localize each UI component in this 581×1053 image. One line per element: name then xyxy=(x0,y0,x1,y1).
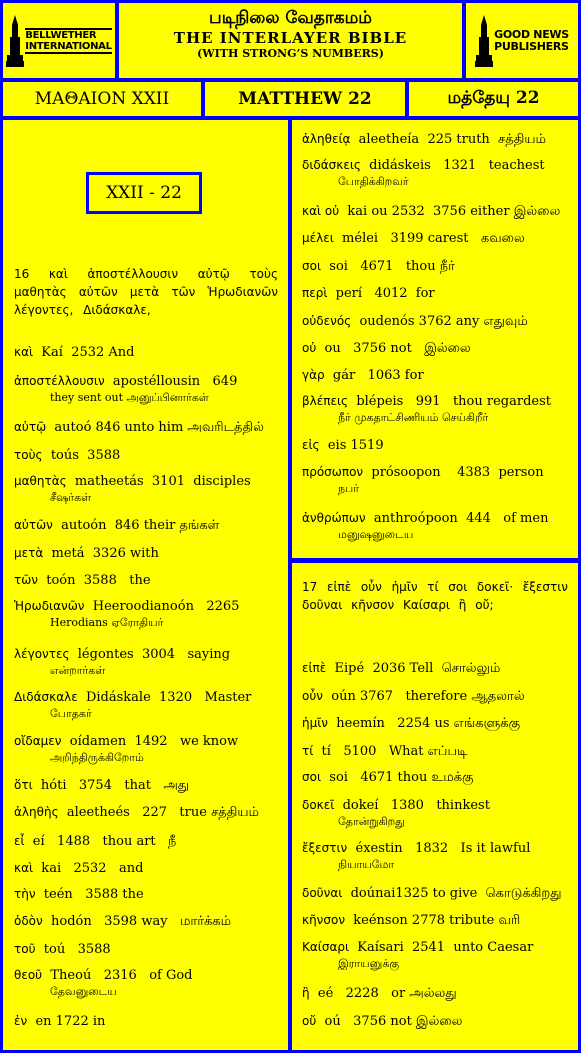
word-entry xyxy=(302,985,568,1002)
greek-word: σοι xyxy=(302,770,322,784)
verse-16-text: 16 καὶ ἀποστέλλουσιν αὐτῷ τοὺς μαθητὰς αὐτῶν μετὰ τῶν Ἡρωδιανῶν λέγοντες, Διδάσκαλε, xyxy=(14,267,278,317)
greek-word: οὐδενός xyxy=(302,314,352,328)
word-entry xyxy=(302,437,568,454)
greek-word: κῆνσον xyxy=(302,913,346,927)
greek-word: ἀποστέλλουσιν xyxy=(14,374,105,388)
ref-english: MATTHEW 22 xyxy=(238,89,372,109)
greek-word: καὶ xyxy=(14,345,34,359)
greek-word: ἀληθὴς xyxy=(14,805,59,819)
word-gloss: aleetheés 227 true சத்தியம் xyxy=(58,805,259,820)
word-tamil-gloss: அறிந்திருக்கிறோம் xyxy=(50,751,144,764)
word-gloss: tí 5100 What எப்படி xyxy=(313,744,468,759)
word-gloss: toón 3588 the xyxy=(37,573,151,588)
word-entry xyxy=(14,517,278,534)
word-gloss: Eipé 2036 Tell சொல்லும் xyxy=(326,661,501,676)
title-english: THE INTERLAYER BIBLE xyxy=(173,29,408,47)
word-tamil-gloss: இராயனுக்கு xyxy=(338,957,400,970)
word-entry xyxy=(302,939,568,972)
word-entry xyxy=(14,689,278,722)
greek-word: Καίσαρι xyxy=(302,940,350,954)
greek-word: οἴδαμεν xyxy=(14,734,62,748)
goodnews-logo-box xyxy=(466,3,578,78)
word-gloss: doúnai1325 to give கொடுக்கிறது xyxy=(342,886,562,901)
word-tamil-gloss: நீர் முகதாட்சிணியம் செய்கிறீர் xyxy=(338,411,489,424)
word-entry xyxy=(14,419,278,436)
word-tamil-gloss: நியாயமோ xyxy=(338,858,395,871)
ref-english-box xyxy=(205,82,405,116)
word-entry xyxy=(14,733,278,766)
word-entry xyxy=(14,473,278,506)
greek-word: ἢ xyxy=(302,986,310,1000)
greek-word: καὶ xyxy=(14,861,34,875)
word-entry xyxy=(302,203,568,220)
word-entry xyxy=(302,230,568,247)
greek-word: Ἡρωδιανῶν xyxy=(14,599,85,613)
word-gloss: anthroópoon 444 of men xyxy=(365,511,549,526)
word-gloss: Kaí 2532 And xyxy=(33,345,135,360)
bellwether-logo xyxy=(6,15,111,67)
word-entry xyxy=(14,860,278,877)
word-entry xyxy=(14,646,278,679)
greek-word: τοὺς xyxy=(14,448,43,462)
bellwether-logo-line2: INTERNATIONAL xyxy=(25,40,112,52)
word-entry xyxy=(302,464,568,497)
greek-word: καὶ οὐ xyxy=(302,204,340,218)
word-gloss: eis 1519 xyxy=(319,438,384,453)
word-gloss: en 1722 in xyxy=(27,1014,106,1029)
word-entry xyxy=(14,967,278,1000)
word-entry xyxy=(302,285,568,302)
word-entry xyxy=(302,131,568,148)
greek-word: περὶ xyxy=(302,286,328,300)
greek-word: δοκεῖ xyxy=(302,798,335,812)
word-entry xyxy=(302,743,568,760)
word-gloss: kai 2532 and xyxy=(33,861,144,876)
word-entry xyxy=(302,258,568,275)
ref-tamil: மத்தேயு 22 xyxy=(447,88,540,108)
word-entry xyxy=(302,340,568,357)
word-tamil-gloss: என்றார்கள் xyxy=(50,664,106,677)
word-entry xyxy=(302,797,568,830)
word-entry xyxy=(14,833,278,850)
word-gloss: oú 3756 not இல்லை xyxy=(316,1014,463,1029)
word-gloss: légontes 3004 saying xyxy=(69,647,231,662)
word-gloss: perí 4012 for xyxy=(327,286,435,301)
word-gloss: apostéllousin 649 xyxy=(104,374,238,389)
goodnews-logo-line2: PUBLISHERS xyxy=(494,39,569,53)
word-tamil-gloss: போதகர் xyxy=(50,707,92,720)
word-gloss: toús 3588 xyxy=(42,448,121,463)
word-entry xyxy=(302,367,568,384)
word-entry xyxy=(14,941,278,958)
greek-word: ὅτι xyxy=(14,778,33,792)
greek-word: τί xyxy=(302,744,314,758)
word-gloss: prósoopon 4383 person xyxy=(363,465,544,480)
word-tamil-gloss: Herodians ஏரோதியர் xyxy=(50,616,164,629)
title-box xyxy=(119,3,462,78)
word-tamil-gloss: போதிக்கிறவர் xyxy=(338,175,409,188)
word-gloss: eé 2228 or அல்லது xyxy=(309,986,457,1001)
goodnews-logo xyxy=(475,15,569,67)
greek-word: οὖν xyxy=(302,689,323,703)
ref-greek-box xyxy=(3,82,201,116)
word-entry xyxy=(302,1013,568,1030)
word-gloss: gár 1063 for xyxy=(324,368,424,383)
word-entry xyxy=(302,840,568,873)
word-entry xyxy=(302,688,568,705)
greek-word: οὔ xyxy=(302,1014,317,1028)
word-gloss: toú 3588 xyxy=(35,942,111,957)
greek-word: εἶ xyxy=(14,834,25,848)
word-gloss: Didáskale 1320 Master xyxy=(77,690,252,705)
word-entry xyxy=(302,769,568,786)
greek-word: αὐτῷ xyxy=(14,420,47,434)
greek-word: τοῦ xyxy=(14,942,36,956)
word-gloss: blépeis 991 thou regardest xyxy=(348,394,551,409)
word-entry xyxy=(302,157,568,190)
greek-word: ἔξεστιν xyxy=(302,841,348,855)
word-entry xyxy=(14,886,278,903)
word-gloss: soi 4671 thou உமக்கு xyxy=(321,770,474,785)
word-gloss: hóti 3754 that அது xyxy=(32,778,190,793)
greek-word: ὁδὸν xyxy=(14,914,43,928)
greek-word: μέλει xyxy=(302,231,334,245)
word-entry xyxy=(14,344,278,361)
bell-tower-icon xyxy=(6,15,24,67)
greek-word: τὴν xyxy=(14,887,36,901)
greek-word: βλέπεις xyxy=(302,394,349,408)
word-entry xyxy=(14,804,278,821)
greek-word: πρόσωπον xyxy=(302,465,364,479)
word-gloss: Kaísari 2541 unto Caesar xyxy=(349,940,534,955)
word-entry xyxy=(302,660,568,677)
title-tamil: படிநிலை வேதாகமம் xyxy=(209,8,372,28)
word-tamil-gloss: தோன்றுகிறது xyxy=(338,815,405,828)
word-gloss: Heeroodianoón 2265 xyxy=(84,599,240,614)
bellwether-logo-box xyxy=(3,3,115,78)
title-subtitle: (WITH STRONG’S NUMBERS) xyxy=(197,47,384,60)
word-gloss: dokeí 1380 thinkest xyxy=(334,798,490,813)
word-tamil-gloss: நபர் xyxy=(338,482,359,495)
word-entry xyxy=(14,373,278,406)
greek-word: τῶν xyxy=(14,573,38,587)
word-entry xyxy=(302,715,568,732)
word-gloss: matheetás 3101 disciples xyxy=(66,474,251,489)
word-gloss: aleetheía 225 truth சத்தியம் xyxy=(350,132,546,147)
word-gloss: hodón 3598 way மார்க்கம் xyxy=(42,914,232,929)
word-gloss: soi 4671 thou நீர் xyxy=(321,259,455,274)
word-gloss: metá 3326 with xyxy=(43,546,159,561)
word-tamil-gloss: சீஷர்கள் xyxy=(50,491,92,504)
word-gloss: éxestin 1832 Is it lawful xyxy=(347,841,531,856)
word-entry xyxy=(302,313,568,330)
word-entry xyxy=(14,777,278,794)
word-gloss: autoón 846 their தங்கள் xyxy=(52,518,220,533)
greek-word: εἰς xyxy=(302,438,320,452)
word-entry xyxy=(14,447,278,464)
word-gloss: kai ou 2532 3756 either இல்லை xyxy=(339,204,561,219)
word-gloss: keénson 2778 tribute வரி xyxy=(345,913,521,928)
word-entry xyxy=(302,393,568,426)
word-gloss: oún 3767 therefore ஆதலால் xyxy=(323,689,525,704)
word-entry xyxy=(302,912,568,929)
greek-word: ἡμῖν xyxy=(302,716,329,730)
greek-word: Διδάσκαλε xyxy=(14,690,78,704)
word-tamil-gloss: தேவனுடைய xyxy=(50,985,117,998)
ref-tamil-box xyxy=(409,82,578,116)
greek-word: δοῦναι xyxy=(302,886,343,900)
greek-word: εἰπὲ xyxy=(302,661,327,675)
word-gloss: eí 1488 thou art நீ xyxy=(24,834,177,849)
greek-word: θεοῦ xyxy=(14,968,43,982)
word-gloss: oudenós 3762 any எதுவும் xyxy=(351,314,528,329)
word-tamil-gloss: they sent out அனுப்பினார்கள் xyxy=(50,391,209,404)
word-entry xyxy=(14,572,278,589)
greek-word: μετὰ xyxy=(14,546,44,560)
word-gloss: autoó 846 unto him அவரிடத்தில் xyxy=(46,420,264,435)
word-gloss: heemín 2254 us எங்களுக்கு xyxy=(328,716,521,731)
greek-word: αὐτῶν xyxy=(14,518,53,532)
chapter-label: XXII - 22 xyxy=(106,183,182,203)
bell-tower-icon xyxy=(475,15,493,67)
verse-17-text: 17 εἰπὲ οὖν ἡμῖν τί σοι δοκεῖ· ἔξεστιν δοῦναι κῆνσον Καίσαρι ἢ οὔ; xyxy=(302,580,568,612)
word-entry xyxy=(14,545,278,562)
word-tamil-gloss: மனுஷனுடைய xyxy=(338,528,414,541)
word-entry xyxy=(302,885,568,902)
word-gloss: mélei 3199 carest கவலை xyxy=(333,231,525,246)
greek-word: οὐ xyxy=(302,341,317,355)
bellwether-logo-line1: BELLWETHER xyxy=(25,29,97,41)
word-entry xyxy=(14,1013,278,1030)
word-gloss: oídamen 1492 we know xyxy=(61,734,239,749)
goodnews-logo-line1: GOOD NEWS xyxy=(494,27,569,41)
ref-greek: ΜΑΘΑΙΟΝ XXII xyxy=(34,89,170,109)
greek-word: σοι xyxy=(302,259,322,273)
word-entry xyxy=(302,510,568,543)
greek-word: διδάσκεις xyxy=(302,158,361,172)
greek-word: ἐν xyxy=(14,1014,28,1028)
word-entry xyxy=(14,913,278,930)
word-gloss: didáskeis 1321 teachest xyxy=(360,158,545,173)
word-gloss: Theoú 2316 of God xyxy=(42,968,193,983)
word-gloss: ou 3756 not இல்லை xyxy=(316,341,471,356)
word-gloss: teén 3588 the xyxy=(35,887,144,902)
greek-word: μαθητὰς xyxy=(14,474,67,488)
chapter-label-box xyxy=(86,172,202,214)
greek-word: ἀληθείᾳ xyxy=(302,132,351,146)
word-entry xyxy=(14,598,278,631)
greek-word: ἀνθρώπων xyxy=(302,511,366,525)
greek-word: γὰρ xyxy=(302,368,325,382)
greek-word: λέγοντες xyxy=(14,647,70,661)
